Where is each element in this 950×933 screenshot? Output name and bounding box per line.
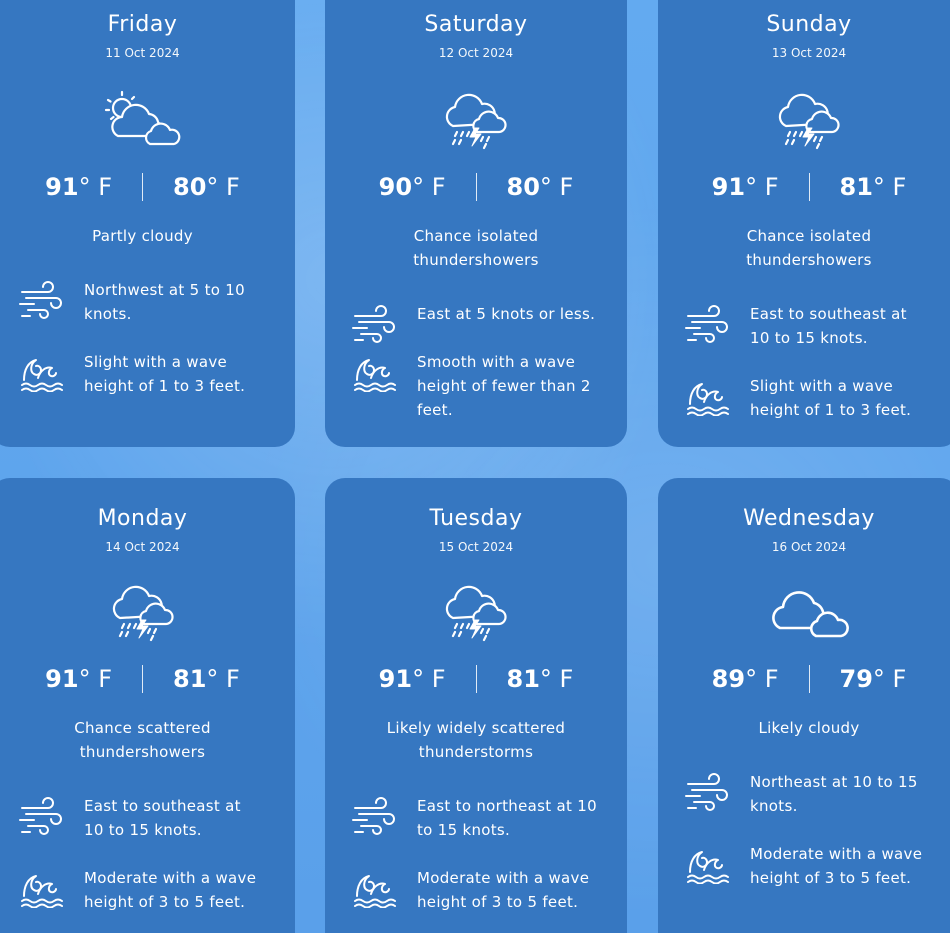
- temperature-range: [0, 662, 295, 696]
- wave-text: Slight with a wave height of 1 to 3 feet.: [84, 353, 246, 395]
- forecast-card-monday: [0, 478, 295, 933]
- high-temp: 91° F: [378, 665, 446, 693]
- high-temp: 91° F: [711, 173, 779, 201]
- forecast-date: 15 Oct 2024: [438, 540, 514, 554]
- wind-row: [18, 794, 277, 842]
- high-temp: 91° F: [45, 665, 112, 693]
- wave-text: Moderate with a wave height of 3 to 5 feet.: [84, 869, 257, 911]
- condition-text: Chance isolated thundershowers: [413, 227, 539, 269]
- low-temp: 81° F: [506, 665, 574, 693]
- wind-row: [684, 302, 942, 350]
- wave-row: [684, 842, 942, 890]
- temp-divider: [476, 173, 477, 201]
- wind-text: East to southeast at 10 to 15 knots.: [84, 797, 241, 839]
- forecast-card-tuesday: [325, 478, 627, 933]
- forecast-date: 14 Oct 2024: [105, 540, 180, 554]
- thunderstorm-icon: [431, 86, 521, 156]
- high-temp: 91° F: [45, 173, 112, 201]
- day-name: Tuesday: [429, 506, 523, 531]
- wave-icon: [351, 352, 397, 392]
- wind-icon: [18, 796, 64, 836]
- wave-row: [351, 350, 609, 422]
- temperature-range: [658, 662, 950, 696]
- wind-icon: [351, 304, 397, 344]
- wind-row: [351, 794, 609, 842]
- wind-row: [18, 278, 277, 326]
- thunderstorm-icon: [98, 578, 188, 648]
- condition-text: Chance isolated thundershowers: [746, 227, 872, 269]
- wind-text: Northeast at 10 to 15 knots.: [750, 773, 918, 815]
- day-name: Friday: [107, 12, 178, 37]
- low-temp: 80° F: [173, 173, 240, 201]
- wave-row: [684, 374, 942, 422]
- wave-icon: [351, 868, 397, 908]
- wave-text: Moderate with a wave height of 3 to 5 feet.: [750, 845, 923, 887]
- high-temp: 89° F: [711, 665, 779, 693]
- condition-text: Partly cloudy: [92, 227, 193, 245]
- low-temp: 80° F: [506, 173, 574, 201]
- condition-text: Likely widely scattered thunderstorms: [386, 719, 566, 761]
- wave-icon: [18, 868, 64, 908]
- wave-text: Slight with a wave height of 1 to 3 feet.: [750, 377, 912, 419]
- condition-text: Likely cloudy: [758, 719, 860, 737]
- temp-divider: [809, 173, 810, 201]
- wind-text: East to southeast at 10 to 15 knots.: [750, 305, 907, 347]
- wave-icon: [684, 844, 730, 884]
- wind-text: Northwest at 5 to 10 knots.: [84, 281, 245, 323]
- cloudy-icon: [764, 576, 854, 646]
- temperature-range: [325, 662, 627, 696]
- temp-divider: [809, 665, 810, 693]
- low-temp: 81° F: [173, 665, 240, 693]
- wave-text: Moderate with a wave height of 3 to 5 feet.: [417, 869, 590, 911]
- wave-row: [351, 866, 609, 914]
- wave-row: [18, 350, 277, 398]
- wind-row: [351, 302, 609, 344]
- low-temp: 79° F: [839, 665, 907, 693]
- forecast-date: 12 Oct 2024: [438, 46, 514, 60]
- temp-divider: [142, 665, 143, 693]
- wind-text: East to northeast at 10 to 15 knots.: [417, 797, 597, 839]
- wave-icon: [18, 352, 64, 392]
- wave-icon: [684, 376, 730, 416]
- wind-text: East at 5 knots or less.: [417, 305, 596, 323]
- wind-icon: [684, 772, 730, 812]
- wind-icon: [684, 304, 730, 344]
- temperature-range: [0, 170, 295, 204]
- forecast-card-wednesday: [658, 478, 950, 933]
- day-name: Wednesday: [743, 506, 875, 531]
- day-name: Sunday: [766, 12, 852, 37]
- temperature-range: [658, 170, 950, 204]
- condition-text: Chance scattered thundershowers: [74, 719, 211, 761]
- wind-icon: [351, 796, 397, 836]
- thunderstorm-icon: [431, 578, 521, 648]
- day-name: Saturday: [424, 12, 528, 37]
- forecast-card-sunday: [658, 0, 950, 447]
- day-name: Monday: [97, 506, 188, 531]
- wave-row: [18, 866, 277, 914]
- wind-row: [684, 770, 942, 818]
- temperature-range: [325, 170, 627, 204]
- low-temp: 81° F: [839, 173, 907, 201]
- forecast-date: 11 Oct 2024: [105, 46, 180, 60]
- forecast-card-friday: [0, 0, 295, 447]
- wave-text: Smooth with a wave height of fewer than 2 feet.: [417, 353, 591, 419]
- temp-divider: [476, 665, 477, 693]
- partly-cloudy-icon: [98, 86, 188, 156]
- wind-icon: [18, 280, 64, 320]
- high-temp: 90° F: [378, 173, 446, 201]
- forecast-card-saturday: [325, 0, 627, 447]
- temp-divider: [142, 173, 143, 201]
- forecast-date: 13 Oct 2024: [771, 46, 847, 60]
- forecast-date: 16 Oct 2024: [771, 540, 847, 554]
- thunderstorm-icon: [764, 86, 854, 156]
